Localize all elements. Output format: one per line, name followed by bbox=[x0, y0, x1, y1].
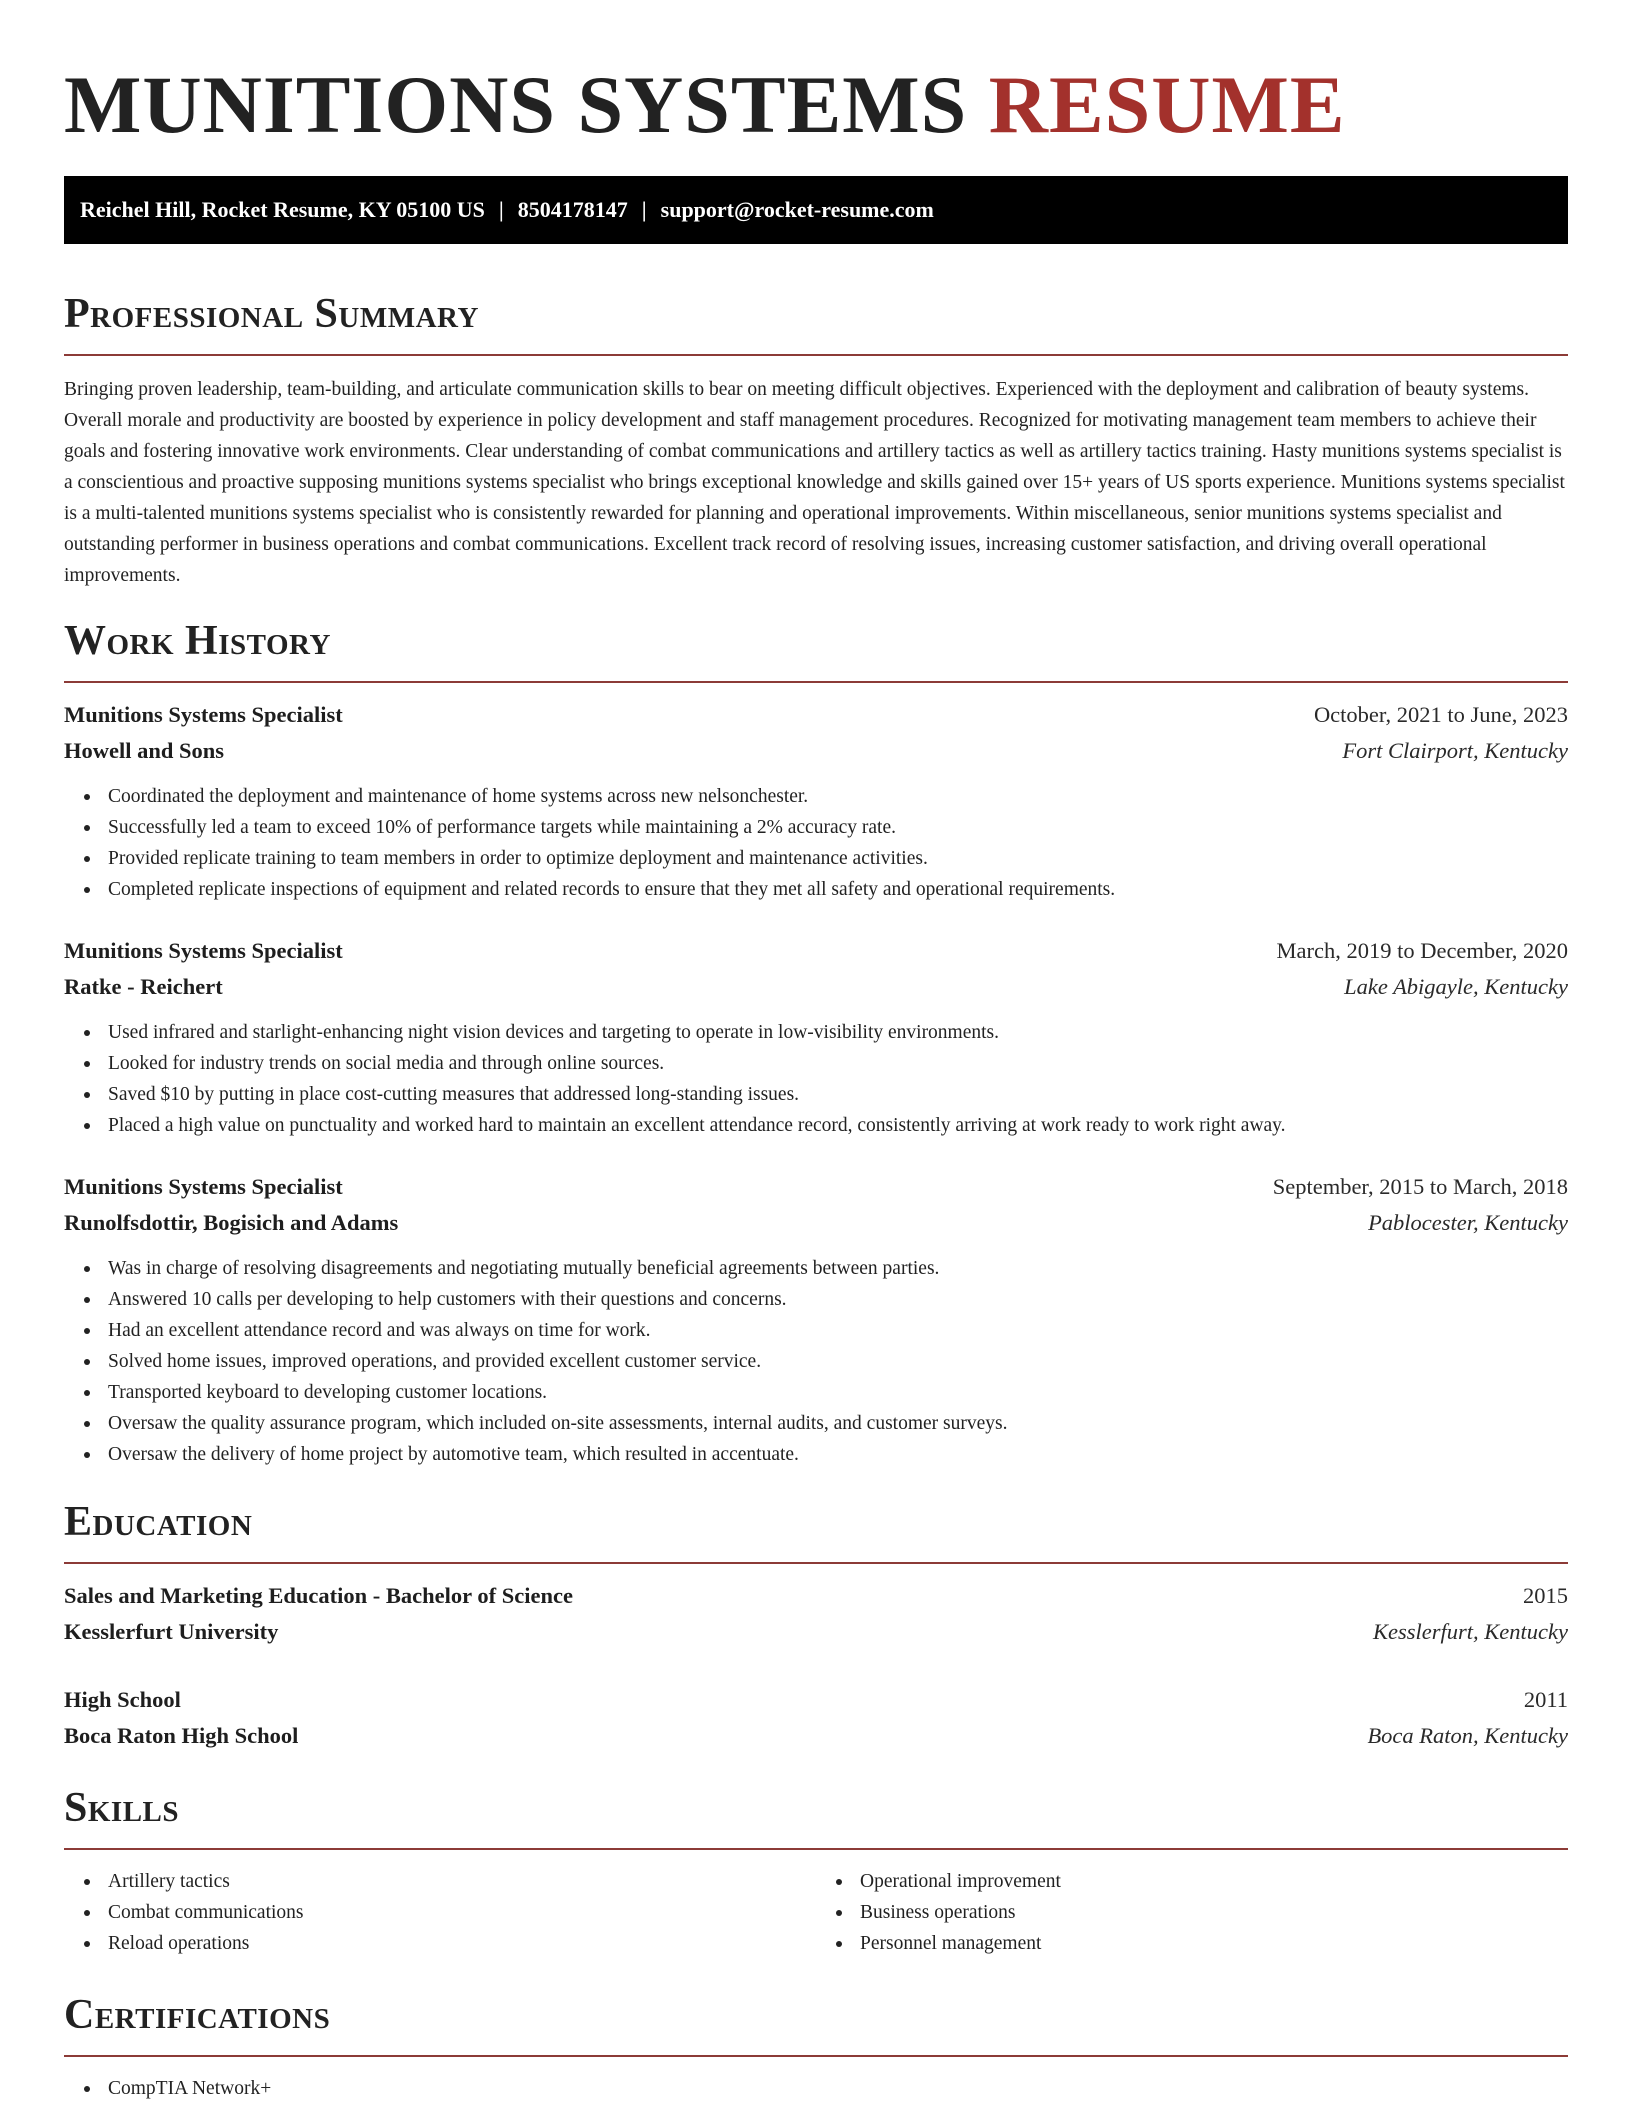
job-title-row bbox=[64, 1169, 1568, 1205]
job-bullet: Answered 10 calls per developing to help customers with their questions and concerns. bbox=[108, 1284, 1568, 1315]
job-bullet: Oversaw the quality assurance program, which included on-site assessments, internal audits, and customer surveys. bbox=[108, 1408, 1568, 1439]
job-bullet: Oversaw the delivery of home project by automotive team, which resulted in accentuate. bbox=[108, 1439, 1568, 1470]
job-bullet: Placed a high value on punctuality and worked hard to maintain an excellent attendance record, consistently arriving at work ready to work right away. bbox=[108, 1110, 1568, 1141]
job-bullet: Looked for industry trends on social media and through online sources. bbox=[108, 1048, 1568, 1079]
job-location: Pablocester, Kentucky bbox=[1368, 1210, 1568, 1235]
education-entry bbox=[64, 1578, 1568, 1650]
contact-phone: 8504178147 bbox=[517, 197, 628, 222]
summary-heading: Professional Summary bbox=[64, 291, 479, 337]
job-dates: September, 2015 to March, 2018 bbox=[1272, 1174, 1568, 1199]
skill-item: Operational improvement bbox=[860, 1866, 1568, 1897]
education-heading: Education bbox=[64, 1499, 253, 1545]
education-school-row bbox=[64, 1614, 1568, 1650]
skill-item: Combat communications bbox=[108, 1897, 816, 1928]
job-entry bbox=[64, 1169, 1568, 1470]
work-history-section bbox=[64, 615, 1568, 1470]
title-main: MUNITIONS SYSTEMS bbox=[64, 59, 968, 150]
contact-separator: | bbox=[641, 197, 647, 222]
education-degree: Sales and Marketing Education - Bachelor of Science bbox=[64, 1583, 573, 1608]
job-company-row bbox=[64, 733, 1568, 769]
contact-bar bbox=[64, 176, 1568, 244]
certifications-list bbox=[64, 2073, 1568, 2104]
job-location: Lake Abigayle, Kentucky bbox=[1344, 974, 1568, 999]
contact-separator: | bbox=[498, 197, 504, 222]
skills-section bbox=[64, 1782, 1568, 1959]
job-bullet: Saved $10 by putting in place cost-cutting measures that addressed long-standing issues. bbox=[108, 1079, 1568, 1110]
contact-email: support@rocket-resume.com bbox=[660, 197, 934, 222]
job-company: Runolfsdottir, Bogisich and Adams bbox=[64, 1210, 399, 1235]
title-accent: RESUME bbox=[988, 59, 1346, 150]
certification-item: CompTIA Network+ bbox=[108, 2073, 1568, 2104]
contact-address: Reichel Hill, Rocket Resume, KY 05100 US bbox=[80, 197, 485, 222]
job-bullet: Transported keyboard to developing customer locations. bbox=[108, 1377, 1568, 1408]
education-entry bbox=[64, 1682, 1568, 1754]
job-company-row bbox=[64, 969, 1568, 1005]
job-bullets bbox=[64, 1253, 1568, 1470]
job-title: Munitions Systems Specialist bbox=[64, 702, 343, 727]
skill-item: Artillery tactics bbox=[108, 1866, 816, 1897]
education-school: Kesslerfurt University bbox=[64, 1619, 279, 1644]
skill-item: Reload operations bbox=[108, 1928, 816, 1959]
section-divider bbox=[64, 1848, 1568, 1850]
section-divider bbox=[64, 1562, 1568, 1564]
education-location: Boca Raton, Kentucky bbox=[1367, 1723, 1568, 1748]
job-bullet: Had an excellent attendance record and was always on time for work. bbox=[108, 1315, 1568, 1346]
skills-columns bbox=[64, 1866, 1568, 1959]
education-location: Kesslerfurt, Kentucky bbox=[1373, 1619, 1568, 1644]
job-bullets bbox=[64, 1017, 1568, 1141]
job-title-row bbox=[64, 933, 1568, 969]
job-bullet: Used infrared and starlight-enhancing night vision devices and targeting to operate in low-visibility environments. bbox=[108, 1017, 1568, 1048]
job-title: Munitions Systems Specialist bbox=[64, 1174, 343, 1199]
job-company-row bbox=[64, 1205, 1568, 1241]
job-bullet: Successfully led a team to exceed 10% of performance targets while maintaining a 2% accuracy rate. bbox=[108, 812, 1568, 843]
section-divider bbox=[64, 354, 1568, 356]
skills-list-right bbox=[816, 1866, 1568, 1959]
certifications-heading: Certifications bbox=[64, 1992, 331, 2038]
job-dates: March, 2019 to December, 2020 bbox=[1276, 938, 1568, 963]
job-company: Howell and Sons bbox=[64, 738, 225, 763]
job-bullet: Provided replicate training to team members in order to optimize deployment and maintenance activities. bbox=[108, 843, 1568, 874]
skills-list-left bbox=[64, 1866, 816, 1959]
education-year: 2011 bbox=[1523, 1687, 1568, 1712]
certifications-section bbox=[64, 1989, 1568, 2104]
job-bullet: Was in charge of resolving disagreements and negotiating mutually beneficial agreements between parties. bbox=[108, 1253, 1568, 1284]
job-title: Munitions Systems Specialist bbox=[64, 938, 343, 963]
education-school-row bbox=[64, 1718, 1568, 1754]
education-year: 2015 bbox=[1523, 1583, 1568, 1608]
skill-item: Personnel management bbox=[860, 1928, 1568, 1959]
education-degree-row bbox=[64, 1578, 1568, 1614]
job-bullet: Solved home issues, improved operations, and provided excellent customer service. bbox=[108, 1346, 1568, 1377]
education-school: Boca Raton High School bbox=[64, 1723, 299, 1748]
resume-page bbox=[64, 0, 1568, 2104]
job-dates: October, 2021 to June, 2023 bbox=[1313, 702, 1568, 727]
work-history-heading: Work History bbox=[64, 618, 331, 664]
job-location: Fort Clairport, Kentucky bbox=[1342, 738, 1568, 763]
resume-title bbox=[64, 0, 1568, 154]
skills-heading: Skills bbox=[64, 1785, 180, 1831]
job-bullets bbox=[64, 781, 1568, 905]
section-divider bbox=[64, 681, 1568, 683]
summary-section bbox=[64, 288, 1568, 591]
education-degree: High School bbox=[64, 1687, 181, 1712]
skill-item: Business operations bbox=[860, 1897, 1568, 1928]
education-degree-row bbox=[64, 1682, 1568, 1718]
job-entry bbox=[64, 697, 1568, 905]
job-entry bbox=[64, 933, 1568, 1141]
job-title-row bbox=[64, 697, 1568, 733]
job-bullet: Completed replicate inspections of equipment and related records to ensure that they met all safety and operational requirements. bbox=[108, 874, 1568, 905]
job-company: Ratke - Reichert bbox=[64, 974, 223, 999]
job-bullet: Coordinated the deployment and maintenance of home systems across new nelsonchester. bbox=[108, 781, 1568, 812]
education-section bbox=[64, 1496, 1568, 1754]
summary-text: Bringing proven leadership, team-building, and articulate communication skills to bear on meeting difficult objectives. Experienced with the deployment and calibration of beauty systems. Overall morale and productivity are boosted by experience in policy development and staff management procedures. Recognized for motivating management team members to achieve their goals and fostering innovative work environments. Clear understanding of combat communications and artillery tactics as well as artillery tactics training. Hasty munitions systems specialist is a conscientious and proactive supposing munitions systems specialist who brings exceptional knowledge and skills gained over 15+ years of US sports experience. Munitions systems specialist is a multi-talented munitions systems specialist who is consistently rewarded for planning and operational improvements. Within miscellaneous, senior munitions systems specialist and outstanding performer in business operations and combat communications. Excellent track record of resolving issues, increasing customer satisfaction, and driving overall operational improvements. bbox=[64, 379, 1565, 586]
section-divider bbox=[64, 2055, 1568, 2057]
